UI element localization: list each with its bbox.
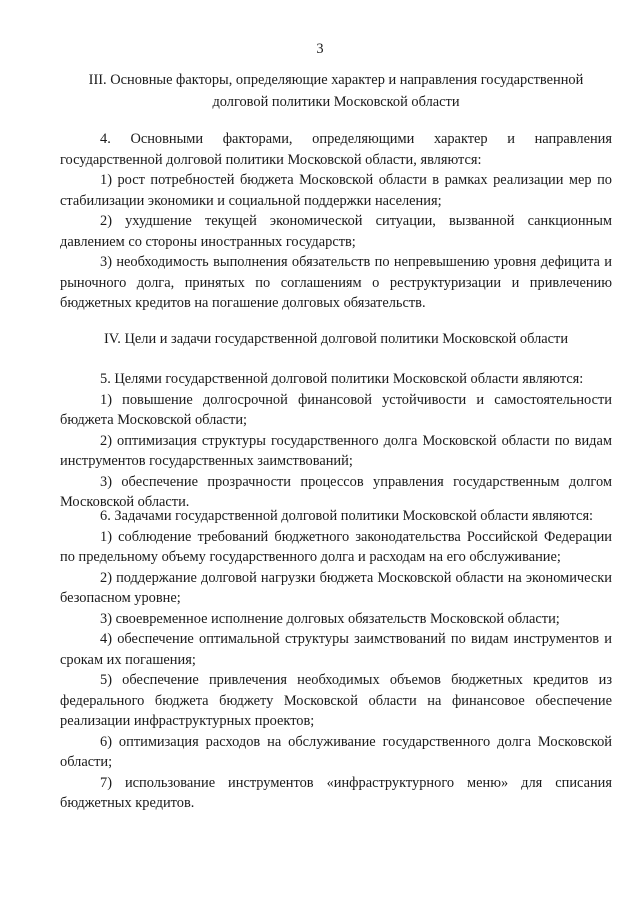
- list-item: 3) обеспечение прозрачности процессов управления государственным долгом Московской области.: [60, 473, 612, 510]
- list-item: 1) рост потребностей бюджета Московской области в рамках реализации мер по стабилизации экономики и социальной поддержки населения;: [60, 172, 612, 209]
- list-item: 1) соблюдение требований бюджетного законодательства Российской Федерации по предельному объему государственного долга и расходам на его обслуживание;: [60, 528, 612, 565]
- list-item: 3) своевременное исполнение долговых обязательств Московской области;: [100, 610, 560, 627]
- section-4-goals: [60, 369, 612, 513]
- list-item: 3) необходимость выполнения обязательств по непревышению уровня дефицита и рыночного долга, принятых по соглашениям о реструктуризации и привлечению бюджетных кредитов на погашение долговых обязательств.: [60, 254, 612, 311]
- paragraph: 5. Целями государственной долговой политики Московской области являются:: [100, 371, 584, 387]
- list-item: 5) обеспечение привлечения необходимых объемов бюджетных кредитов из федерального бюджета бюджету Московской области на финансовое обеспечение реализации инфраструктурных проектов;: [60, 672, 612, 729]
- list-item: 6) оптимизация расходов на обслуживание государственного долга Московской области;: [60, 733, 612, 770]
- paragraph: 6. Задачами государственной долговой политики Московской области являются:: [100, 508, 594, 524]
- section-3-body: [60, 129, 612, 314]
- list-item: 1) повышение долгосрочной финансовой устойчивости и самостоятельности бюджета Московской области;: [60, 391, 612, 428]
- section-3-title: III. Основные факторы, определяющие характер и направления государственной долговой политики Московской области: [88, 72, 584, 110]
- paragraph: 4. Основными факторами, определяющими характер и направления государственной долговой политики Московской области, являются:: [60, 131, 612, 168]
- section-4-title: IV. Цели и задачи государственной долговой политики Московской области: [103, 331, 569, 347]
- list-item: 2) оптимизация структуры государственного долга Московской области по видам инструментов государственных заимствований;: [60, 432, 612, 469]
- page-number: 3: [316, 41, 324, 57]
- section-4-tasks: [60, 506, 612, 814]
- list-item: 7) использование инструментов «инфраструктурного меню» для списания бюджетных кредитов.: [60, 774, 612, 811]
- list-item: 2) ухудшение текущей экономической ситуации, вызванной санкционным давлением со стороны иностранных государств;: [60, 213, 612, 250]
- list-item: 2) поддержание долговой нагрузки бюджета Московской области на экономически безопасном уровне;: [60, 569, 612, 606]
- list-item: 4) обеспечение оптимальной структуры заимствований по видам инструментов и срокам их погашения;: [60, 631, 612, 668]
